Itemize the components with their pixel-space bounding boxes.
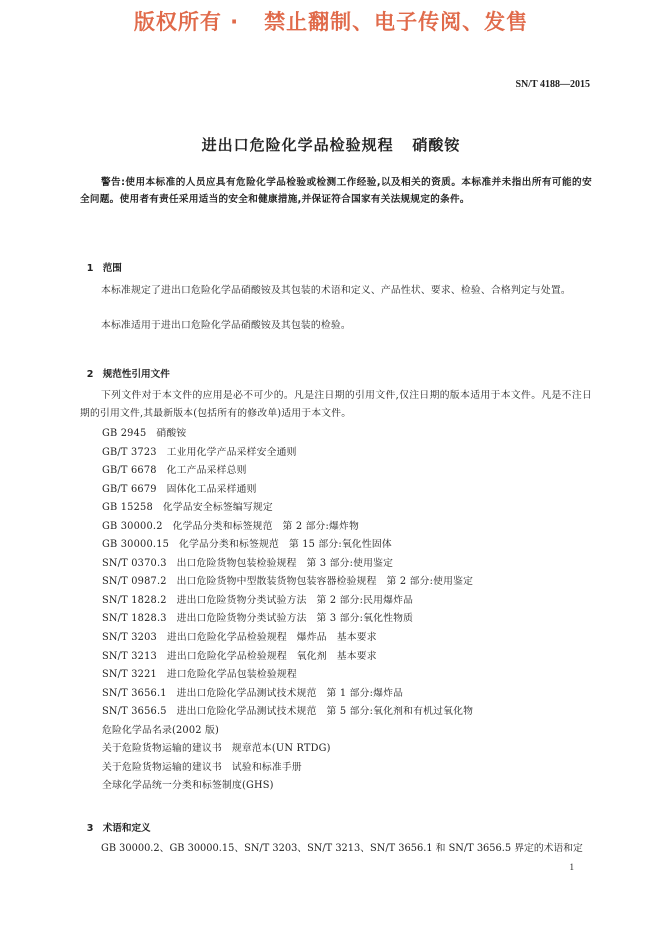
standard-code: SN/T 4188—2015 [515,79,590,90]
reference-list [102,425,473,796]
page-title: 进出口危险化学品检验规程 硝酸铵 [201,136,461,154]
reference-item: SN/T 1828.3 进出口危险货物分类试验方法 第 3 部分:氧化性物质 [102,613,414,625]
section-title: 术语和定义 [102,823,151,834]
section-heading-normative-references [80,355,170,380]
reference-item: 关于危险货物运输的建议书 规章范本(UN RTDG) [102,743,331,755]
paragraph: GB 30000.2、GB 30000.15、SN/T 3203、SN/T 3213、SN/T 3656.1 和 SN/T 3656.5 界定的术语和定 [101,843,583,854]
reference-item: SN/T 0987.2 出口危险货物中型散装货物包装容器检验规程 第 2 部分:使用鉴定 [102,576,474,588]
section-number: 1 [86,263,94,274]
reference-item: SN/T 0370.3 出口危险货物包装检验规程 第 3 部分:使用鉴定 [102,557,394,569]
reference-item: SN/T 3203 进出口危险化学品检验规程 爆炸品 基本要求 [102,632,377,644]
section-number: 2 [86,369,94,380]
reference-item: GB 30000.2 化学品分类和标签规范 第 2 部分:爆炸物 [102,520,360,532]
section-heading-scope [80,249,122,274]
page-number: 1 [569,862,574,872]
reference-item: SN/T 1828.2 进出口危险货物分类试验方法 第 2 部分:民用爆炸品 [102,594,414,606]
reference-item: GB/T 6679 固体化工品采样通则 [102,483,257,495]
section-title: 范围 [102,263,122,274]
section-title: 规范性引用文件 [102,369,170,380]
reference-item: GB 15258 化学品安全标签编写规定 [102,502,273,514]
section-number: 3 [86,823,94,834]
paragraph: 本标准规定了进出口危险化学品硝酸铵及其包装的术语和定义、产品性状、要求、检验、合格判定与处置。 [101,285,571,296]
reference-item: GB/T 6678 化工产品采样总则 [102,465,247,477]
reference-item: SN/T 3221 进口危险化学品包装检验规程 [102,669,297,681]
reference-item: SN/T 3656.5 进出口危险化学品测试技术规范 第 5 部分:氧化剂和有机过氧化物 [102,706,474,718]
reference-item: 危险化学品名录(2002 版) [102,724,220,736]
warning-paragraph: 警告:使用本标准的人员应具有危险化学品检验或检测工作经验,以及相关的资质。本标准并未指出所有可能的安全问题。使用者有责任采用适当的安全和健康措施,并保证符合国家有关法规规定的条件。 [80,177,592,205]
section-heading-terms-definitions [80,809,151,834]
reference-item: GB 30000.15 化学品分类和标签规范 第 15 部分:氧化性固体 [102,539,392,551]
watermark: 版权所有 · 禁止翻制、电子传阅、发售 [133,10,529,34]
reference-item: 关于危险货物运输的建议书 试验和标准手册 [102,761,302,773]
reference-item: GB/T 3723 工业用化学产品采样安全通则 [102,446,297,458]
reference-item: 全球化学品统一分类和标签制度(GHS) [102,780,274,792]
paragraph: 下列文件对于本文件的应用是必不可少的。凡是注日期的引用文件,仅注日期的版本适用于本文件。凡是不注日期的引用文件,其最新版本(包括所有的修改单)适用于本文件。 [80,390,592,419]
reference-item: SN/T 3656.1 进出口危险化学品测试技术规范 第 1 部分:爆炸品 [102,687,404,699]
reference-item: SN/T 3213 进出口危险化学品检验规程 氧化剂 基本要求 [102,650,377,662]
paragraph: 本标准适用于进出口危险化学品硝酸铵及其包装的检验。 [101,320,351,331]
reference-item: GB 2945 硝酸铵 [102,428,187,439]
